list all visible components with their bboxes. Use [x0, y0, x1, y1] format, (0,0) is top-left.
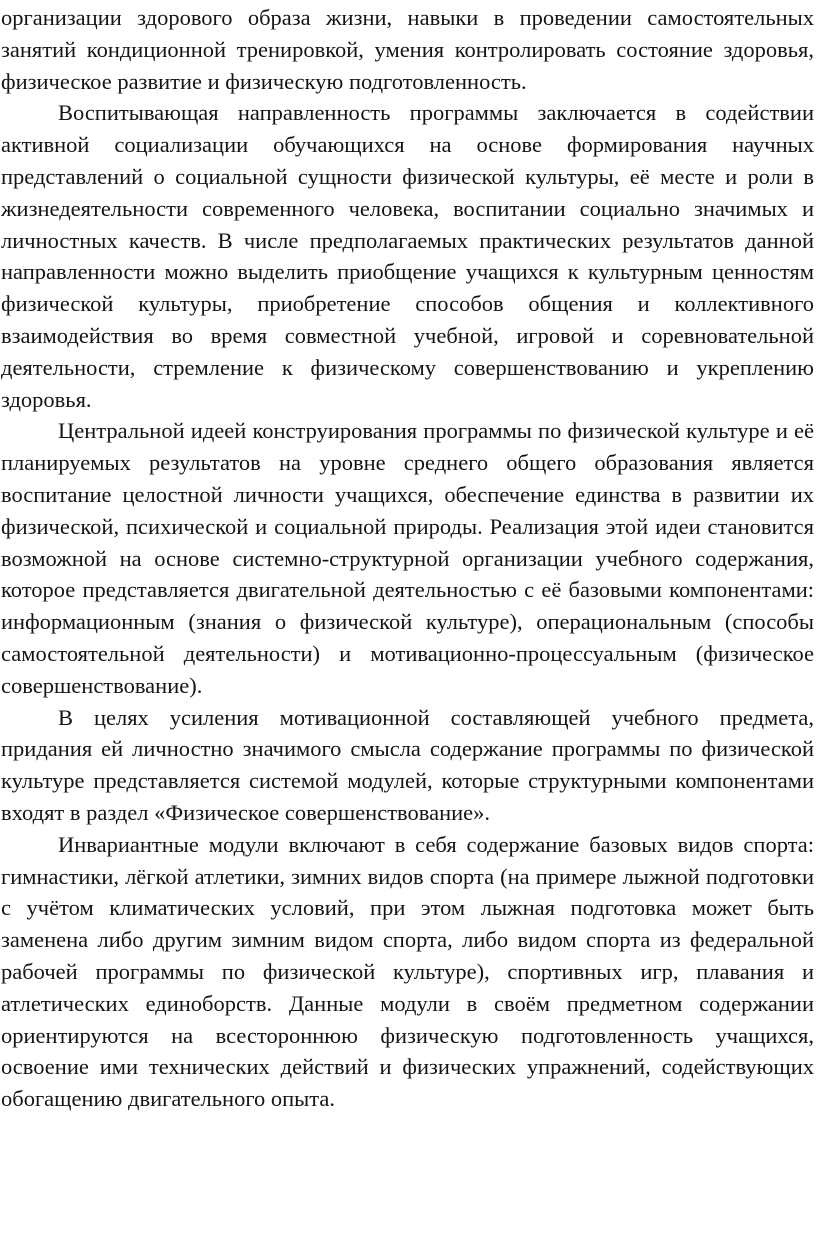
paragraph-2: Воспитывающая направленность программы заключается в содействии активной социализации обучающихся на основе формирования научных представлений о социальной сущности физической культуры, её месте и роли в жизнедеятельности современного человека, воспитании социально значимых и личностных качеств. В числе предполагаемых практических результатов данной направленности можно выделить приобщение учащихся к культурным ценностям физической культуры, приобретение способов общения и коллективного взаимодействия во время совместной учебной, игровой и соревновательной деятельности, стремление к физическому совершенствованию и укреплению здоровья.: [1, 100, 814, 412]
paragraph-1: организации здорового образа жизни, навыки в проведении самостоятельных занятий кондиционной тренировкой, умения контролировать состояние здоровья, физическое развитие и физическую подготовленность.: [1, 5, 814, 94]
paragraph-4: В целях усиления мотивационной составляющей учебного предмета, придания ей личностно значимого смысла содержание программы по физической культуре представляется системой модулей, которые структурными компонентами входят в раздел «Физическое совершенствование».: [1, 704, 814, 825]
paragraph-3: Центральной идеей конструирования программы по физической культуре и её планируемых результатов на уровне среднего общего образования является воспитание целостной личности учащихся, обеспечение единства в развитии их физической, психической и социальной природы. Реализация этой идеи становится возможной на основе системно-структурной организации учебного содержания, которое представляется двигательной деятельностью с её базовыми компонентами: информационным (знания о физической культуре), операциональным (способы самостоятельной деятельности) и мотивационно-процессуальным (физическое совершенствование).: [1, 418, 814, 698]
paragraph-5: Инвариантные модули включают в себя содержание базовых видов спорта: гимнастики, лёгкой атлетики, зимних видов спорта (на примере лыжной подготовки с учётом климатических условий, при этом лыжная подготовка может быть заменена либо другим зимним видом спорта, либо видом спорта из федеральной рабочей программы по физической культуре), спортивных игр, плавания и атлетических единоборств. Данные модули в своём предметном содержании ориентируются на всестороннюю физическую подготовленность учащихся, освоение ими технических действий и физических упражнений, содействующих обогащению двигательного опыта.: [1, 831, 814, 1112]
